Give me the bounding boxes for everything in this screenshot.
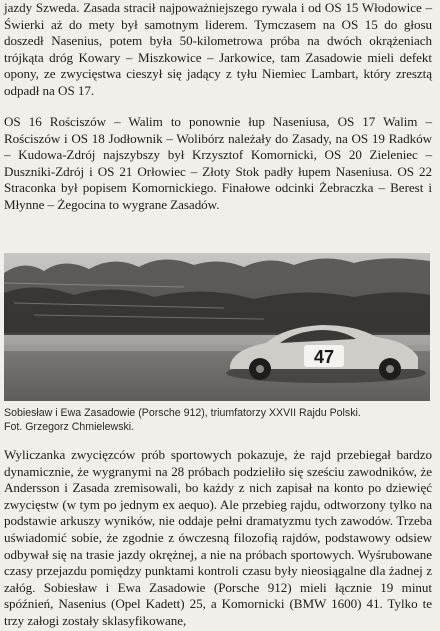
car-number: 47: [313, 347, 335, 367]
caption-text: Sobiesław i Ewa Zasadowie (Porsche 912), triumfatorzy XXVII Rajdu Polski.: [4, 407, 361, 419]
race-photo: [4, 253, 430, 401]
photo-credit: Fot. Grzegorz Chmielewski.: [4, 421, 135, 433]
paragraph-2: OS 16 Rościszów – Walim to ponownie łup Naseniusa, OS 17 Walim – Rościszów i OS 18 Jodłownik – Wolibórz należały do Zasady, na OS 19 Radków – Kudowa-Zdrój najszybszy był Krzysztof Komornicki, OS 20 Zieleniec – Duszniki-Zdrój i OS 21 Orłowiec – Złoty Stok padły łupem Naseniusa. OS 22 Straconka był popisem Komornickiego. Finałowe odcinki Żebraczka – Berest i Młynne – Żegocina to wygrane Zasadów.: [4, 114, 432, 212]
photo-caption: [4, 406, 432, 434]
paragraph-3: Wyliczanka zwycięzców prób sportowych pokazuje, że rajd przebiegał bardzo dynamicznie, że wygranymi na 28 próbach podzieliło się sześciu zawodników, że Andersson i Zasada zremisowali, bo każdy z nich zapisał na konto po dziewięć zwycięstw (w tym po jednym ex aequo). Ale przebieg rajdu, odtworzony tylko na podstawie arkuszy wyników, nie oddaje pełni dramatyzmu tych zawodów. Trzeba uświadomić sobie, że zgodnie z ówczesną filozofią rajdów, podstawowy odsiew odbywał się na trasie jazdy okrężnej, a nie na próbach sportowych. Wyśrubowane czasy przejazdu pomiędzy punktami kontroli czasu były nieosiągalne dla żadnej z załóg. Sobiesław i Ewa Zasadowie (Porsche 912) mieli łącznie 19 minut spóźnień, Nasenius (Opel Kadett) 25, a Komornicki (BMW 1600) 41. Tylko te trzy załogi zostały sklasyfikowane,: [4, 447, 432, 628]
paragraph-1: jazdy Szweda. Zasada stracił najpoważniejszego rywala i od OS 15 Włodowice – Świerki aż do mety był samotnym liderem. Tymczasem na OS 15 do głosu doszedł Nasenius, potem była 50-kilometrowa próba na dwóch okrążeniach trójkąta dróg Kowary – Miszkowice – Jarkowice, tam Zasadowie mieli defekt opony, ze zwycięstwa cieszył się jadący z tyłu Niemiec Lambart, który zresztą odpadł na OS 17.: [4, 0, 432, 98]
